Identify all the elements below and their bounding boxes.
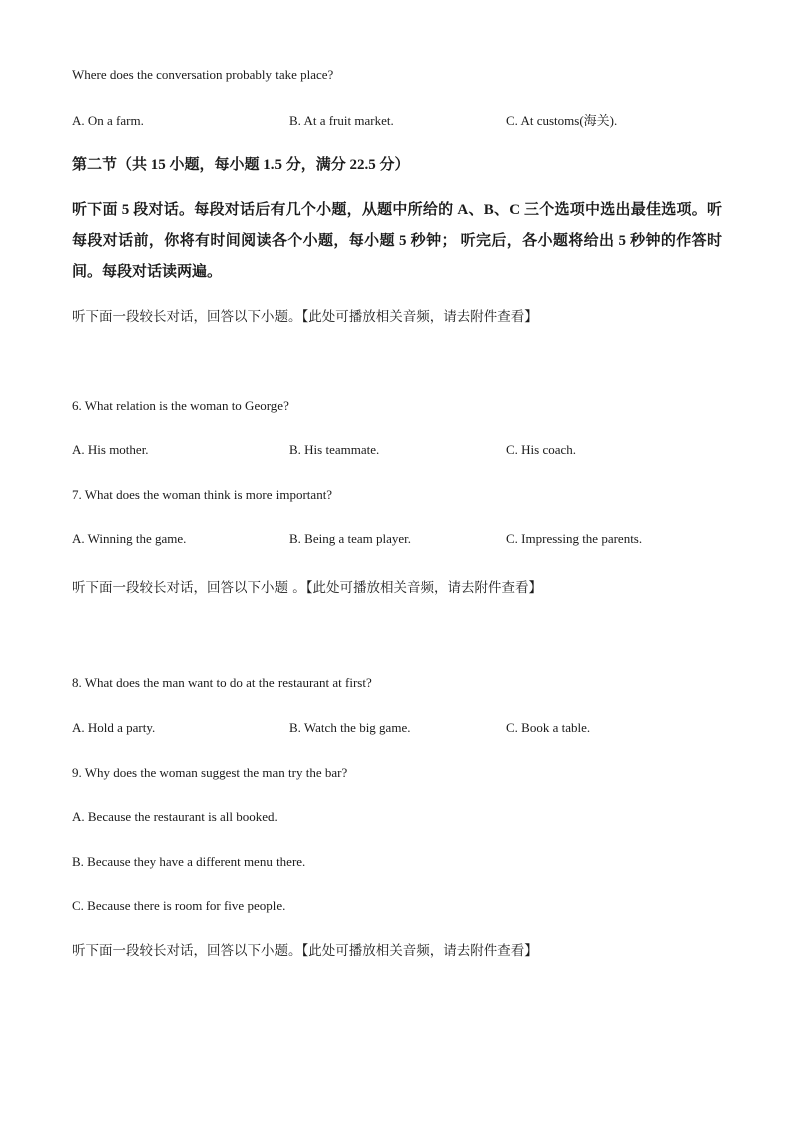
q9-option-b: B. Because they have a different menu there. [72, 854, 306, 869]
q9-option-a: A. Because the restaurant is all booked. [72, 809, 278, 824]
q5-option-b: B. At a fruit market. [289, 113, 394, 128]
q6-option-a: A. His mother. [72, 442, 149, 457]
q6-option-c: C. His coach. [506, 442, 577, 457]
q7-question: 7. What does the woman think is more important? [72, 487, 333, 502]
q8-option-b: B. Watch the big game. [289, 720, 411, 735]
section2-title: 第二节（共 15 小题，每小题 1.5 分，满分 22.5 分） [72, 157, 410, 173]
q8-question: 8. What does the man want to do at the restaurant at first? [72, 675, 372, 690]
q9-option-c: C. Because there is room for five people. [72, 898, 286, 913]
audio-note-2: 听下面一段较长对话，回答以下小题 。【此处可播放相关音频，请去附件查看】 [72, 580, 543, 596]
q8-option-a: A. Hold a party. [72, 720, 156, 735]
q5-option-a: A. On a farm. [72, 113, 144, 128]
q5-option-c: C. At customs(海关). [506, 113, 618, 128]
q8-option-c: C. Book a table. [506, 720, 591, 735]
q5-question: Where does the conversation probably take place? [72, 67, 334, 82]
q7-option-b: B. Being a team player. [289, 531, 412, 546]
q7-option-a: A. Winning the game. [72, 531, 187, 546]
audio-note-1: 听下面一段较长对话，回答以下小题。【此处可播放相关音频，请去附件查看】 [72, 309, 538, 325]
q7-option-c: C. Impressing the parents. [506, 531, 643, 546]
q6-option-b: B. His teammate. [289, 442, 380, 457]
audio-note-3: 听下面一段较长对话，回答以下小题。【此处可播放相关音频，请去附件查看】 [72, 943, 538, 959]
q9-question: 9. Why does the woman suggest the man try the bar? [72, 765, 348, 780]
q6-question: 6. What relation is the woman to George? [72, 398, 289, 413]
section2-instructions: 听下面 5 段对话。每段对话后有几个小题，从题中所给的 A、B、C 三个选项中选出最佳选项。听每段对话前，你将有时间阅读各个小题，每小题 5 秒钟； 听完后，各小题将给出 5 秒钟的作答时间。每段对话读两遍。 [72, 202, 722, 280]
